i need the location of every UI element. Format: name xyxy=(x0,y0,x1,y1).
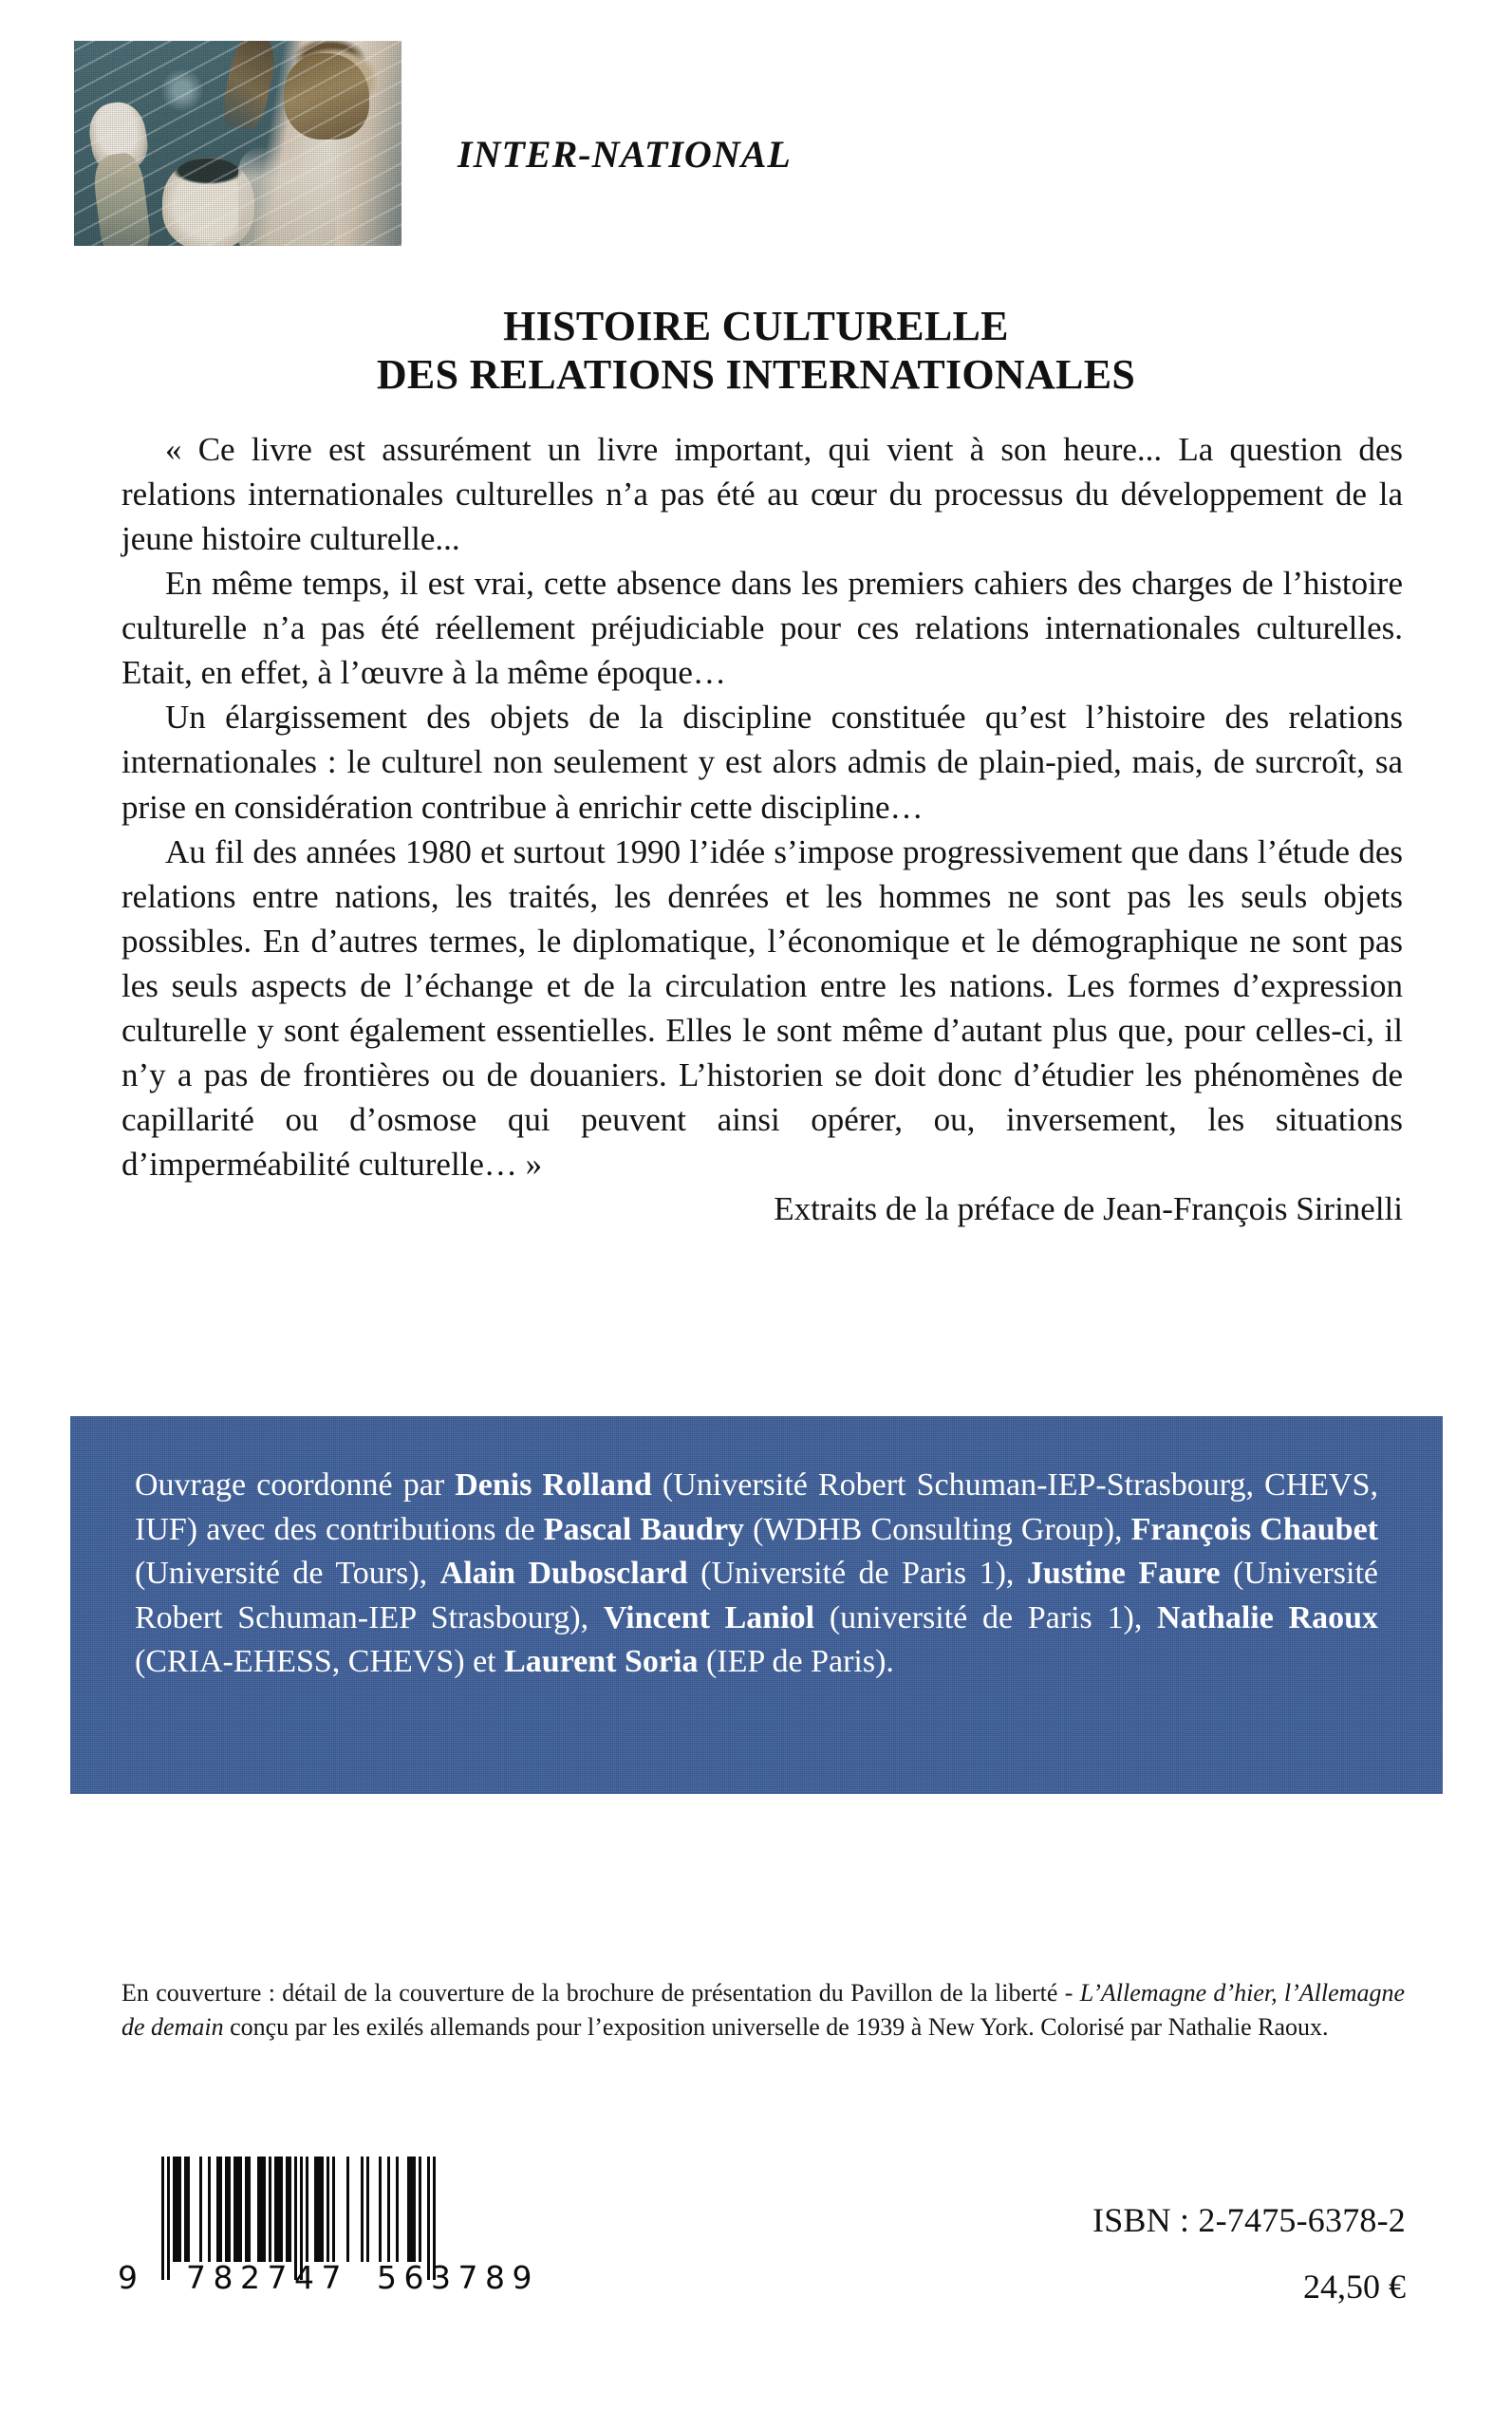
cover-header xyxy=(0,0,1512,285)
preface-paragraph: Au fil des années 1980 et surtout 1990 l’idée s’impose progressivement que dans l’étude des relations entre nations, les traités, les denrées et les hommes ne sont pas les seuls objets possibles. En d’autres termes, le diplomatique, l’économique et le démographique ne sont pas les seuls aspects de l’échange et de la circulation entre les nations. Les formes d’expression culturelle y sont également essentielles. Elles le sont même d’autant plus que, pour celles-ci, il n’y a pas de frontières ou de douaniers. L’historien se doit donc d’étudier les phénomènes de capillarité ou d’osmose qui peuvent ainsi opérer, ou, inversement, les situations d’imperméabilité culturelle… » xyxy=(121,832,1403,1183)
barcode-left-group: 782747 xyxy=(186,2259,348,2296)
preface-attribution: Extraits de la préface de Jean-François Sirinelli xyxy=(774,1190,1403,1228)
barcode-right-group: 563789 xyxy=(377,2259,539,2296)
ean13-barcode xyxy=(116,2157,571,2313)
barcode-lead-digit: 9 xyxy=(118,2259,139,2296)
cover-image-caption: En couverture : détail de la couverture de la brochure de présentation du Pavillon de la liberté - L’Allemagne d’hier, l’Allemagne de demain conçu par les exilés allemands pour l’exposition universelle de 1939 à New York. Colorisé par Nathalie Raoux. xyxy=(121,1979,1405,2041)
preface-paragraph: « Ce livre est assurément un livre important, qui vient à son heure... La question des relations internationales culturelles n’a pas été au cœur du processus du développement de la jeune histoire culturelle... xyxy=(121,431,1403,558)
isbn-text: ISBN : 2-7475-6378-2 xyxy=(1092,2201,1406,2239)
page-title xyxy=(0,302,1512,399)
barcode-digits xyxy=(116,2259,571,2297)
photo-halftone-grain xyxy=(74,41,401,246)
book-title-line-1: HISTOIRE CULTURELLE xyxy=(503,303,1009,349)
preface-excerpt xyxy=(121,427,1403,1231)
book-title-line-2: DES RELATIONS INTERNATIONALES xyxy=(376,351,1136,399)
price-text: 24,50 € xyxy=(1303,2268,1406,2306)
preface-paragraph: En même temps, il est vrai, cette absence dans les premiers cahiers des charges de l’histoire culturelle n’a pas été réellement préjudiciable pour ces relations internationales culturelles. Etait, en effet, à l’œuvre à la même époque… xyxy=(121,565,1403,692)
contributors-text: Ouvrage coordonné par Denis Rolland (Université Robert Schuman-IEP-Strasbourg, CHEVS, IUF) avec des contributions de Pascal Baudry (WDHB Consulting Group), François Chaubet (Université de Tours), Alain Dubosclard (Université de Paris 1), Justine Faure (Université Robert Schuman-IEP Strasbourg), Vincent Laniol (université de Paris 1), Nathalie Raoux (CRIA-EHESS, CHEVS) et Laurent Soria (IEP de Paris). xyxy=(135,1467,1379,1680)
contributors-box xyxy=(70,1416,1443,1794)
series-name: INTER-NATIONAL xyxy=(457,133,792,176)
cover-photo-thumbnail xyxy=(74,41,401,246)
preface-paragraph: Un élargissement des objets de la discipline constituée qu’est l’histoire des relations internationales : le culturel non seulement y est alors admis de plain-pied, mais, de surcroît, sa prise en considération contribue à enrichir cette discipline… xyxy=(121,699,1403,826)
